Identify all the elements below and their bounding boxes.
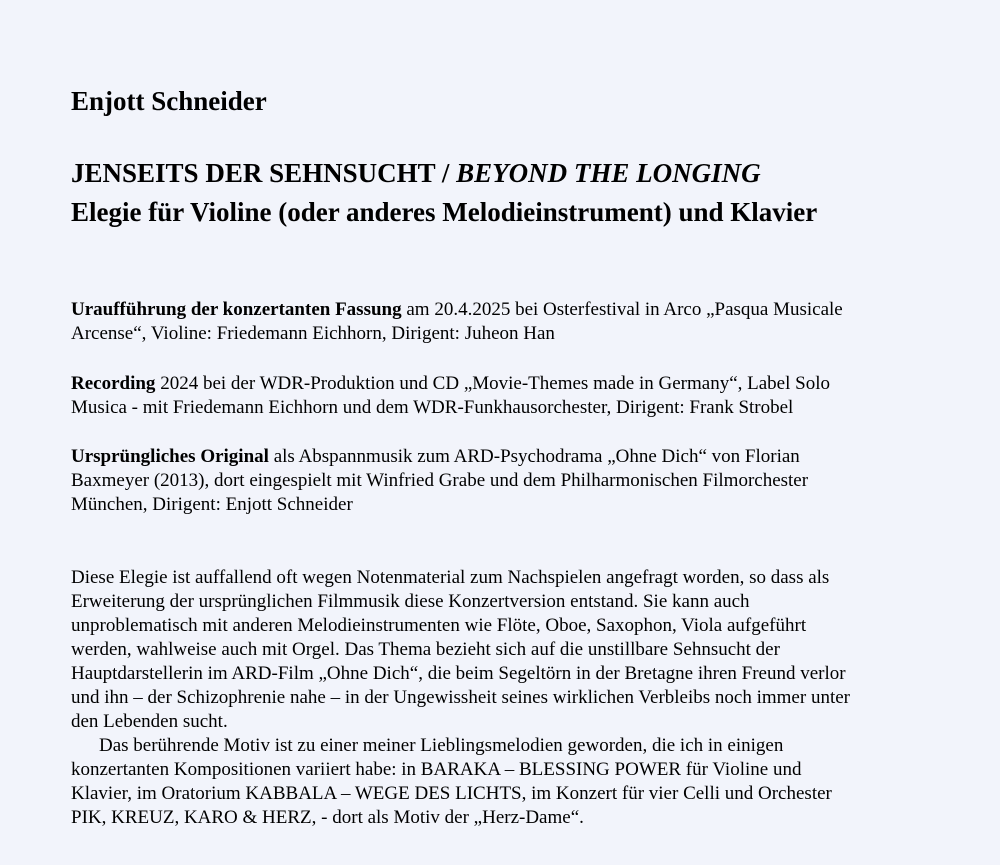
recording-label: Recording — [71, 373, 156, 394]
work-title-german: JENSEITS DER SEHNSUCHT / — [71, 158, 457, 188]
composer-name: Enjott Schneider — [71, 86, 267, 116]
description-line: Erweiterung der ursprünglichen Filmmusik diese Konzertversion entstand. Sie kann auch — [71, 591, 750, 612]
description-line: Klavier, im Oratorium KABBALA – WEGE DES LICHTS, im Konzert für vier Celli und Orchester — [71, 783, 832, 804]
work-title-english: BEYOND THE LONGING — [456, 158, 761, 188]
description-line: und ihn – der Schizophrenie nahe – in der Ungewissheit seines wirklichen Verbleibs noch immer unter — [71, 687, 850, 708]
work-subtitle: Elegie für Violine (oder anderes Melodieinstrument) und Klavier — [71, 197, 818, 227]
original-text-line: München, Dirigent: Enjott Schneider — [71, 494, 353, 515]
description-line: Hauptdarstellerin im ARD-Film „Ohne Dich“, die beim Segeltörn in der Bretagne ihren Freund verlor — [71, 663, 846, 684]
description-text — [71, 566, 951, 830]
premiere-label: Uraufführung der konzertanten Fassung — [71, 299, 402, 320]
recording-text-line: 2024 bei der WDR-Produktion und CD „Movie-Themes made in Germany“, Label Solo — [155, 373, 830, 394]
premiere-paragraph — [71, 298, 951, 346]
premiere-text-line: am 20.4.2025 bei Osterfestival in Arco „Pasqua Musicale — [401, 299, 843, 320]
description-line: Diese Elegie ist auffallend oft wegen Notenmaterial zum Nachspielen angefragt worden, so dass als — [71, 567, 830, 588]
recording-paragraph — [71, 372, 951, 420]
recording-text-line: Musica - mit Friedemann Eichhorn und dem WDR-Funkhausorchester, Dirigent: Frank Strobel — [71, 397, 794, 418]
description-line: konzertanten Kompositionen variiert habe: in BARAKA – BLESSING POWER für Violine und — [71, 759, 802, 780]
original-label: Ursprüngliches Original — [71, 446, 269, 467]
original-text-line: Baxmeyer (2013), dort eingespielt mit Winfried Grabe und dem Philharmonischen Filmorchester — [71, 470, 809, 491]
description-line: den Lebenden sucht. — [71, 711, 228, 732]
original-text-line: als Abspannmusik zum ARD-Psychodrama „Ohne Dich“ von Florian — [268, 446, 800, 467]
work-title — [71, 157, 761, 189]
description-line: Das berührende Motiv ist zu einer meiner Lieblingsmelodien geworden, die ich in einigen — [99, 735, 784, 756]
description-line: werden, wahlweise auch mit Orgel. Das Thema bezieht sich auf die unstillbare Sehnsucht der — [71, 639, 780, 660]
original-paragraph — [71, 445, 951, 517]
premiere-text-line: Arcense“, Violine: Friedemann Eichhorn, Dirigent: Juheon Han — [71, 323, 555, 344]
description-line: unproblematisch mit anderen Melodieinstrumenten wie Flöte, Oboe, Saxophon, Viola aufgeführt — [71, 615, 807, 636]
description-line: PIK, KREUZ, KARO & HERZ, - dort als Motiv der „Herz-Dame“. — [71, 807, 584, 828]
